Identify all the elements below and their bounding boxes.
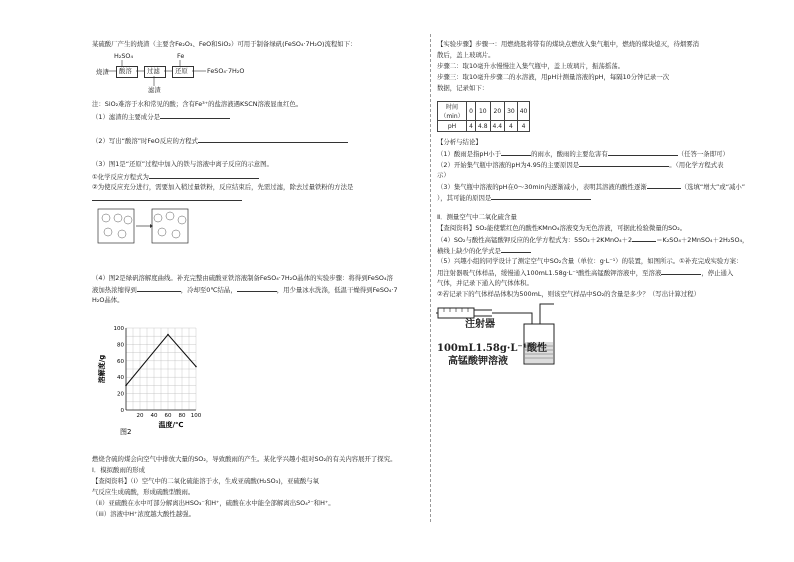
r4: 步骤三：取10毫升步骤二的水溶液，用pH计测量溶液的pH，每隔10分钟记录一次 <box>437 73 670 81</box>
r15: 横线上缺少的化学式是 <box>437 246 531 255</box>
r18: 气体，并记录下通入的气体体积。 <box>437 279 533 287</box>
r13: 【查阅资料】SO₂能使紫红色的酸性KMnO₄溶液变为无色溶液，可据此检验微量的SO₂。 <box>437 224 687 232</box>
intro-text: 某硫酸厂产生的烧渣（主要含Fe₂O₃、FeO和SiO₂）可用于制备绿矾(FeSO₄·7H₂O)流程如下： <box>92 40 357 48</box>
table-cell: 4 <box>505 121 518 132</box>
note-text: 注：SiO₂难溶于水和常见的酸；含有Fe³⁺的盐溶液遇KSCN溶液显血红色。 <box>92 100 303 108</box>
table-cell: 30 <box>505 102 518 121</box>
solution-label-2: 高锰酸钾溶液 <box>448 356 508 367</box>
para-3: Ⅰ．模拟酸雨的形成 <box>92 466 146 474</box>
r7: （1）酸雨是指pH小于 的雨水，酸雨的主要危害有 （任答一条即可） <box>437 150 729 158</box>
flow-start: 烧渣 <box>96 68 109 76</box>
x-tick-label: 80 <box>178 413 186 419</box>
para-4: 【查阅资料】（i）空气中的二氧化硫能溶于水，生成亚硫酸(H₂SO₃)，亚硫酸与氧 <box>92 477 320 485</box>
table-row <box>438 121 530 132</box>
r10: （3）集气瓶中溶液的pH在0～30min内逐渐减小，表明其溶液的酸性逐渐 （选填“增大”或“减小” <box>437 183 746 191</box>
y-axis-label: 溶解度/g <box>98 354 106 384</box>
r16: （5）兴趣小组的同学设计了测定空气中SO₂含量（单位：g·L⁻¹）的装置，如图所示。①补充完成实验方案： <box>437 257 743 265</box>
flow-box1: 酸溶 <box>119 67 132 75</box>
r8: （2）开始集气瓶中溶液的pH为4.95的主要原因是 。（用化学方程式表 <box>437 161 724 169</box>
table-cell: 0 <box>467 102 476 121</box>
r1: 【实验步骤】步骤一：用燃烧匙将带有的煤块点燃放入集气瓶中，燃烧的煤块熄灭，待烟雾消 <box>437 40 700 48</box>
y-tick-label: 100 <box>113 326 124 332</box>
x-tick-label: 20 <box>136 413 144 419</box>
flow-product: FeSO₄·7H₂O <box>207 67 245 75</box>
flowchart <box>92 52 312 94</box>
solubility-chart <box>96 318 206 436</box>
data-point <box>125 385 127 387</box>
table-cell: 4.8 <box>476 121 491 132</box>
table-cell: 4.4 <box>490 121 505 132</box>
x-tick-label: 60 <box>164 413 172 419</box>
y-tick-label: 80 <box>117 342 124 349</box>
r11: ），其可能的原因是 <box>437 193 591 202</box>
q2: （2）写出“酸溶”时FeO反应的方程式 <box>92 136 348 145</box>
r12: Ⅱ．测量空气中二氧化硫含量 <box>437 213 517 221</box>
r5: 数据，记录如下： <box>437 84 489 92</box>
table-cell: 时间（min） <box>438 102 467 121</box>
table-cell: 10 <box>476 102 491 121</box>
q1: （1）滤渣的主要成分是 <box>92 112 230 121</box>
ph-table <box>437 101 530 132</box>
r9: 示） <box>437 171 450 179</box>
data-point <box>195 366 197 368</box>
r17: 用注射器吸气体样品，缓慢通入100mL1.58g·L⁻¹酸性高锰酸钾溶液中，至溶液 ，停止通入 <box>437 269 734 277</box>
y-tick-label: 40 <box>117 375 124 382</box>
q3a: ①化学反应方程式为 <box>92 172 259 181</box>
para-2: 燃烧含硫的煤会向空气中排放大量的SO₂，导致酸雨的产生。某化学兴趣小组对SO₂的有关内容展开了探究。 <box>92 455 397 463</box>
flow-box2: 过滤 <box>147 67 160 75</box>
r3: 步骤二：取10毫升水慢慢注入集气瓶中，盖上玻璃片，振荡摇荡。 <box>437 62 625 70</box>
figure-2-label: 图2 <box>120 428 132 436</box>
y-tick-label: 0 <box>120 408 124 414</box>
table-cell: 40 <box>517 102 530 121</box>
x-tick-label: 40 <box>150 413 158 419</box>
r6: 【分析与结论】 <box>437 138 482 146</box>
para-6: （ii）亚硫酸在水中可部分解离出HSO₃⁻和H⁺，硫酸在水中能全部解离出SO₄²⁻和H⁺。 <box>92 499 335 507</box>
q4b: 液加热浓缩得到 ，冷却至0℃结晶， ，用少量冰水洗涤，低温干燥得到FeSO₄·7 <box>92 286 398 294</box>
r14: （4）SO₂与酸性高锰酸钾反应的化学方程式为：5SO₂＋2KMnO₄＋2 ＝K₂SO₄＋2MnSO₄＋2H₂SO₄， <box>437 236 749 244</box>
q3: （3）图1是“还原”过程中加入的铁与溶液中离子反应的示意图。 <box>92 160 273 168</box>
flow-top2: Fe <box>177 52 185 60</box>
q4e: H₂O晶体。 <box>92 296 124 304</box>
table-cell: 4 <box>467 121 476 132</box>
x-tick-label: 100 <box>190 413 202 419</box>
table-cell: 20 <box>490 102 505 121</box>
table-row <box>438 102 530 121</box>
q3b: ②为使反应充分进行，需要加入稍过量铁粉，反应结束后，先需过滤，除去过量铁粉的方法是 <box>92 183 354 191</box>
q3b-blank <box>92 194 242 201</box>
r19: ②若记录下的气体样品体积为500mL，则该空气样品中SO₂的含量是多少？（写出计算过程） <box>437 290 701 298</box>
syringe-label: 注射器 <box>465 319 495 330</box>
table-cell: 4 <box>517 121 530 132</box>
data-point <box>167 334 169 336</box>
para-5: 气反应生成硫酸，形成硫酸型酸雨。 <box>92 488 195 496</box>
flow-box3: 还原 <box>175 67 188 75</box>
q4a: （4）图2是绿矾溶解度曲线。补充完整由硫酸亚铁溶液制备FeSO₄·7H₂O晶体的实验步骤：将得到FeSO₄溶 <box>92 274 393 282</box>
flow-top1: H₂SO₄ <box>114 52 134 60</box>
y-tick-label: 60 <box>117 358 124 365</box>
y-tick-label: 20 <box>117 391 124 398</box>
solution-label-1: 100mL1.58g·L⁻¹酸性 <box>437 343 548 354</box>
x-axis-label: 温度/℃ <box>158 421 184 429</box>
r2: 散后，盖上玻璃片。 <box>437 51 495 59</box>
column-divider <box>430 34 431 522</box>
para-7: （iii）溶液中H⁺浓度越大酸性越强。 <box>92 510 195 518</box>
flow-bottom: 滤渣 <box>148 86 161 94</box>
table-cell: pH <box>438 121 467 132</box>
figure-1-beakers <box>96 206 192 246</box>
